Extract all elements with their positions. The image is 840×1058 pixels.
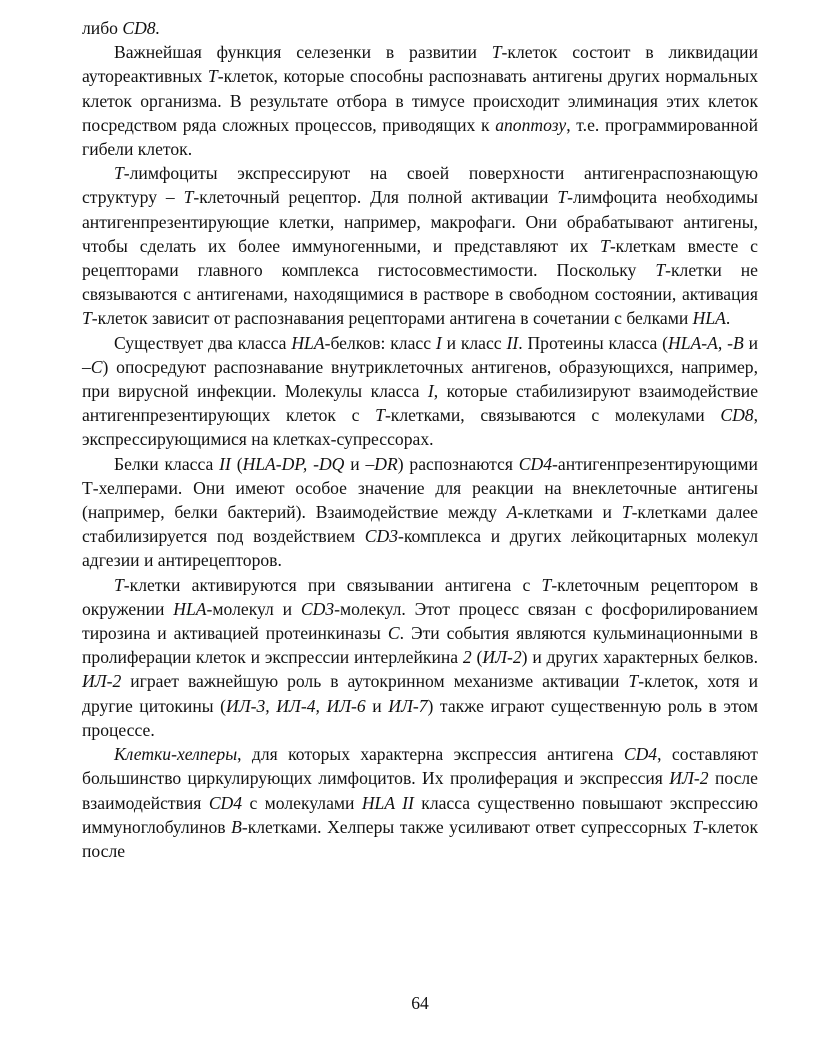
italic-run: B bbox=[231, 816, 242, 837]
text-run: либо bbox=[82, 18, 123, 38]
text-run: и bbox=[365, 695, 389, 716]
italic-run: T bbox=[491, 42, 502, 63]
text-run: -клеток состоит в ликвидации аутореактивных bbox=[82, 42, 758, 87]
document-body bbox=[82, 16, 758, 863]
text-run: . bbox=[725, 308, 731, 329]
text-run: после взаимодействия bbox=[82, 768, 758, 813]
text-run: . Эти события являются кульминационными в пролиферации клеток и экспрессии интерлейкина bbox=[82, 623, 758, 668]
italic-run: HLA bbox=[291, 332, 325, 353]
text-run: -клеток, которые способны распознавать антигены других нормальных клеток организма. В результате отбора в тимусе происходит элиминация этих клеток посредством ряда сложных процессов, приводящих к bbox=[82, 66, 758, 135]
italic-run: ИЛ-2 bbox=[669, 768, 709, 789]
italic-run: I bbox=[435, 332, 442, 353]
italic-run: HLA-A, -B bbox=[668, 332, 744, 353]
text-run: -молекул и bbox=[206, 598, 301, 619]
paragraph-4 bbox=[82, 331, 758, 452]
italic-run: T bbox=[655, 260, 666, 281]
text-run: -клеточный рецептор. Для полной активации bbox=[193, 187, 558, 208]
text-run: и bbox=[344, 453, 366, 474]
text-run: -клеток зависит от распознавания рецепторами антигена в сочетании с белками bbox=[91, 308, 693, 329]
italic-run: CD3 bbox=[300, 598, 335, 619]
italic-run: T bbox=[628, 671, 639, 692]
page-number: 64 bbox=[411, 993, 429, 1013]
text-run: ) распознаются bbox=[397, 453, 519, 474]
text-run: . Протеины класса ( bbox=[518, 332, 669, 353]
italic-run: T bbox=[600, 235, 610, 256]
text-run: -лимфоцита необходимы антигенпрезентирующие клетки, например, макрофаги. Они обрабатывают антигены, чтобы сделать их более иммуногенными, и представляют их bbox=[82, 187, 758, 256]
italic-run: апоптозу bbox=[495, 114, 567, 135]
text-run: и класс bbox=[441, 332, 507, 353]
italic-run: HLA-DP, -DQ bbox=[242, 453, 345, 474]
italic-run: CD4 bbox=[208, 792, 243, 813]
italic-run: T bbox=[114, 163, 124, 184]
italic-run: T bbox=[183, 187, 194, 208]
italic-run: T bbox=[375, 405, 385, 426]
text-run: с молекулами bbox=[242, 792, 362, 813]
text-run: -молекул. Этот процесс связан с фосфорилированием тирозина и активацией протеинкиназы bbox=[82, 598, 758, 644]
text-run: ( bbox=[230, 453, 243, 474]
text-run: , составляют большинство циркулирующих лимфоцитов. Их пролиферация и экспрессия bbox=[82, 744, 758, 789]
italic-run: T bbox=[207, 66, 218, 87]
text-run: и bbox=[743, 332, 758, 353]
text-run: -клетки не связываются с антигенами, находящимися в растворе в свободном состоянии, активация bbox=[82, 260, 758, 305]
italic-run: –DR bbox=[365, 453, 398, 474]
text-run: -клеток, хотя и другие цитокины ( bbox=[82, 671, 758, 716]
italic-run: CD8 bbox=[720, 405, 754, 426]
italic-run: T bbox=[621, 502, 632, 523]
italic-run: II bbox=[219, 453, 231, 474]
text-run: ) также играют существенную роль в этом процессе. bbox=[82, 695, 758, 740]
italic-run: C bbox=[387, 623, 400, 644]
text-run: , которые стабилизируют взаимодействие антигенпрезентирующих клеток с bbox=[82, 381, 759, 426]
paragraph-2 bbox=[82, 40, 758, 161]
italic-run: CD4 bbox=[623, 744, 658, 765]
italic-run: II bbox=[506, 332, 519, 353]
text-run: -клетки активируются при связывании антигена с bbox=[123, 574, 542, 595]
text-run: -клеточным рецептором в окружении bbox=[82, 574, 758, 619]
text-run: -белков: класс bbox=[324, 332, 436, 353]
italic-run: I bbox=[427, 381, 434, 402]
italic-run: CD4 bbox=[518, 453, 553, 474]
italic-run: HLA II bbox=[361, 792, 414, 813]
italic-run: ИЛ-2 bbox=[82, 671, 122, 692]
text-run: , экспрессирующимися на клетках-супрессорах. bbox=[82, 405, 758, 450]
text-run: играет важнейшую роль в аутокринном механизме активации bbox=[121, 671, 629, 692]
text-run: , для которых характерна экспрессия антигена bbox=[237, 744, 624, 765]
text-run: , т.е. программированной гибели клеток. bbox=[82, 114, 758, 160]
text-run: Важнейшая функция селезенки в развитии bbox=[114, 42, 492, 63]
paragraph-7 bbox=[82, 742, 758, 863]
text-run: -клетками. Хелперы также усиливают ответ супрессорных bbox=[241, 816, 693, 837]
text-run: Белки класса bbox=[114, 453, 220, 474]
text-run: Существует два класса bbox=[114, 332, 292, 353]
text-run: -лимфоциты экспрессируют на своей поверхности антигенраспознающую структуру – bbox=[82, 163, 758, 208]
italic-run: CD3 bbox=[364, 526, 398, 547]
italic-run: A bbox=[506, 502, 518, 523]
text-run: ( bbox=[471, 647, 483, 668]
italic-run: 2 bbox=[462, 647, 472, 668]
italic-run: T bbox=[692, 816, 703, 837]
text-run: -клеткам вместе с рецепторами главного комплекса гистосовместимости. Поскольку bbox=[82, 235, 758, 281]
text-run: ) опосредуют распознавание внутриклеточных антигенов, образующихся, например, при вирусной инфекции. Молекулы класса bbox=[82, 356, 758, 402]
paragraph-6 bbox=[82, 573, 758, 742]
italic-run: ИЛ-2 bbox=[482, 647, 522, 668]
text-run: класса существенно повышают экспрессию иммуноглобулинов bbox=[82, 792, 758, 837]
paragraph-1 bbox=[82, 16, 758, 40]
text-run: -антигенпрезентирующими Т-хелперами. Они имеют особое значение для реакции на внеклеточные антигены (например, белки бактерий). Взаимодействие между bbox=[82, 453, 758, 523]
paragraph-5 bbox=[82, 452, 758, 573]
italic-run: Клетки-хелперы bbox=[114, 744, 238, 765]
italic-run: CD8. bbox=[122, 18, 160, 38]
paragraph-3 bbox=[82, 161, 758, 330]
italic-run: –C bbox=[82, 356, 103, 377]
italic-run: HLA bbox=[692, 308, 726, 329]
italic-run: T bbox=[541, 574, 552, 595]
text-run: ) и других характерных белков. bbox=[521, 647, 758, 668]
text-run: -клетками и bbox=[517, 502, 622, 523]
text-run: -клетками, связываются с молекулами bbox=[384, 405, 721, 426]
italic-run: T bbox=[114, 574, 124, 595]
italic-run: ИЛ-3, ИЛ-4, ИЛ-6 bbox=[226, 695, 366, 716]
text-run: -комплекса и других лейкоцитарных молекул адгезии и антирецепторов. bbox=[82, 526, 759, 571]
italic-run: T bbox=[557, 187, 568, 208]
text-run: -клетками далее стабилизируется под воздействием bbox=[82, 502, 758, 547]
italic-run: T bbox=[82, 308, 92, 329]
italic-run: HLA bbox=[173, 598, 207, 619]
italic-run: ИЛ-7 bbox=[388, 695, 428, 716]
text-run: -клеток после bbox=[82, 816, 758, 861]
